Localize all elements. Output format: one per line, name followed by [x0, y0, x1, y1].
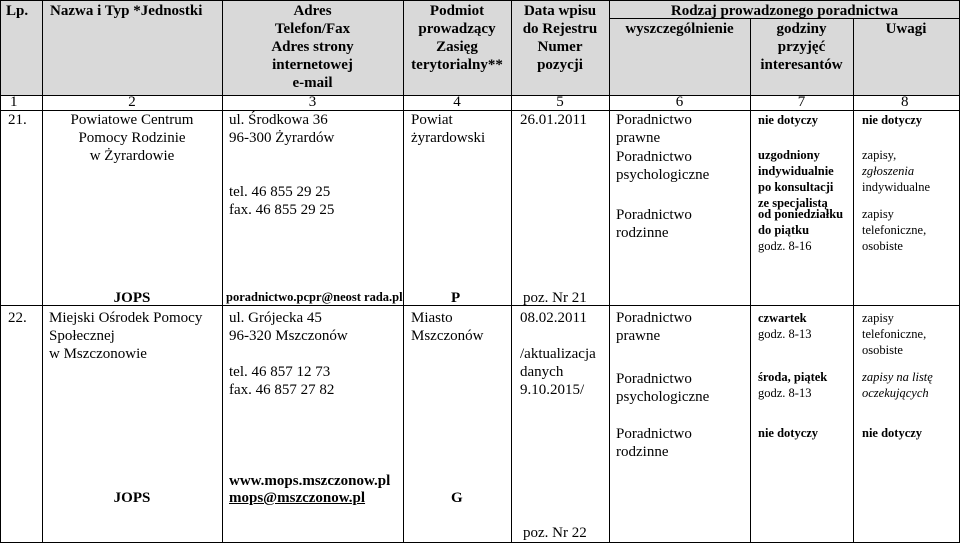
row-podmiot: Powiat żyrardowski	[411, 112, 486, 146]
rodzaj-uwagi: nie dotyczy	[862, 426, 923, 440]
grid-line	[42, 0, 43, 543]
col-number: 6	[675, 94, 684, 110]
rodzaj-uwagi: zapisy telefoniczne, osobiste	[862, 207, 927, 253]
header-godziny: godziny przyjęć interesantów	[760, 21, 843, 73]
rodzaj-nazwa: Poradnictwo psychologiczne	[616, 371, 710, 405]
rodzaj-uwagi: zapisy na listę oczekujących	[862, 370, 933, 400]
row-www-link[interactable]: www.mops.mszczonow.pl	[229, 473, 391, 489]
row-adres: ul. Środkowa 36 96-300 Żyrardów	[229, 112, 335, 146]
header-podmiot: Podmiot prowadzący Zasięg terytorialny**	[411, 3, 503, 73]
rodzaj-nazwa: Poradnictwo prawne	[616, 112, 692, 146]
rodzaj-nazwa: Poradnictwo psychologiczne	[616, 149, 710, 183]
header-lp: Lp.	[6, 3, 29, 19]
grid-line	[0, 0, 1, 543]
col-number: 2	[128, 94, 136, 110]
rodzaj-godziny: uzgodniony indywidualnie po konsultacji ze specjalistą	[758, 148, 834, 210]
row-fax: fax. 46 855 29 25	[229, 202, 335, 218]
header-adres: Adres Telefon/Fax Adres strony internetowej e-mail	[271, 3, 354, 91]
rodzaj-uwagi: zapisy telefoniczne, osobiste	[862, 311, 927, 357]
header-wyszczegolnienie: wyszczególnienie	[625, 21, 734, 37]
header-rodzaj: Rodzaj prowadzonego poradnictwa	[670, 3, 899, 19]
row-data: 26.01.2011	[520, 112, 587, 128]
grid-line	[853, 18, 854, 543]
row-numer: poz. Nr 22	[523, 525, 587, 541]
header-nazwa: Nazwa i Typ *Jednostki	[50, 3, 203, 19]
row-nazwa: Miejski Ośrodek Pomocy Społecznej w Mszczonowie	[49, 310, 203, 362]
rodzaj-godziny: nie dotyczy	[758, 113, 819, 127]
row-typ: JOPS	[113, 490, 151, 506]
header-data-wpisu: Data wpisu do Rejestru Numer pozycji	[522, 3, 598, 73]
grid-line	[0, 0, 960, 1]
rodzaj-nazwa: Poradnictwo prawne	[616, 310, 692, 344]
row-typ: JOPS	[113, 290, 151, 306]
row-lp: 22.	[8, 310, 27, 326]
row-podmiot-kod: P	[451, 290, 461, 306]
row-adres: ul. Grójecka 45 96-320 Mszczonów	[229, 310, 348, 344]
col-number: 4	[453, 94, 461, 110]
rodzaj-uwagi: zapisy, zgłoszenia indywidualne	[862, 148, 931, 194]
header-uwagi: Uwagi	[885, 21, 927, 37]
row-numer: poz. Nr 21	[523, 290, 587, 306]
col-number: 7	[797, 94, 806, 110]
col-number: 3	[308, 94, 317, 110]
row-data: 08.02.2011 /aktualizacja danych 9.10.2015/	[520, 310, 596, 398]
rodzaj-nazwa: Poradnictwo rodzinne	[616, 207, 692, 241]
rodzaj-godziny: środa, piątek godz. 8-13	[758, 370, 828, 400]
grid-line	[403, 0, 404, 543]
row-fax: fax. 46 857 27 82	[229, 382, 335, 398]
col-number: 1	[10, 94, 18, 110]
row-email-link[interactable]: mops@mszczonow.pl	[229, 490, 366, 506]
rodzaj-uwagi: nie dotyczy	[862, 113, 923, 127]
row-lp: 21.	[8, 112, 27, 128]
col-number: 5	[556, 94, 564, 110]
row-podmiot-kod: G	[451, 490, 463, 506]
row-email-link[interactable]: poradnictwo.pcpr@neost rada.pl	[226, 290, 403, 304]
rodzaj-godziny: czwartek godz. 8-13	[758, 311, 812, 341]
grid-line	[511, 0, 512, 543]
rodzaj-godziny: nie dotyczy	[758, 426, 819, 440]
row-nazwa: Powiatowe Centrum Pomocy Rodzinie w Żyrardowie	[70, 112, 194, 164]
col-number: 8	[901, 94, 909, 110]
row-tel: tel. 46 857 12 73	[229, 364, 331, 380]
grid-line	[609, 0, 610, 543]
row-podmiot: Miasto Mszczonów	[411, 310, 484, 344]
rodzaj-godziny: od poniedziałku do piątku godz. 8-16	[758, 207, 844, 253]
row-tel: tel. 46 855 29 25	[229, 184, 331, 200]
rodzaj-nazwa: Poradnictwo rodzinne	[616, 426, 692, 460]
